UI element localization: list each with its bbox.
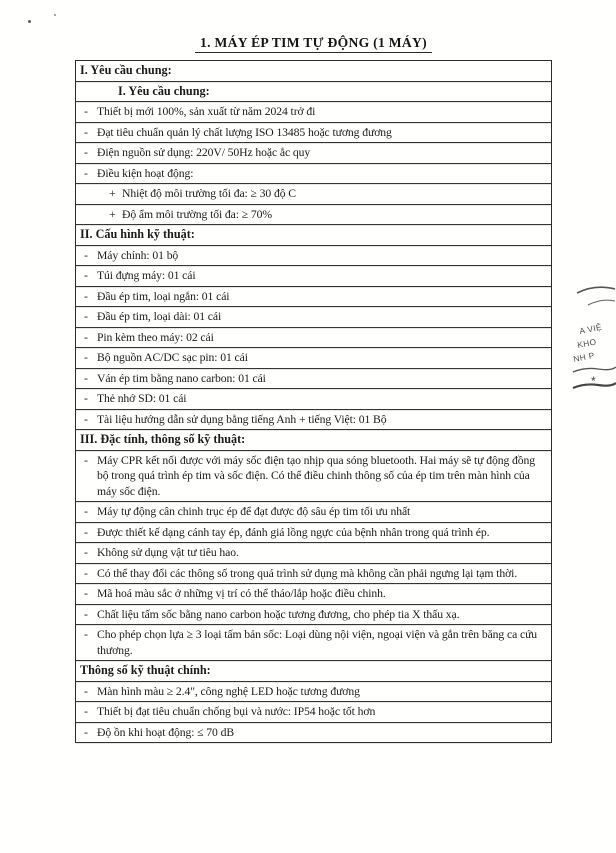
page-title xyxy=(75,35,552,53)
row-text: Pin kèm theo máy: 02 cái xyxy=(97,330,214,344)
bullet-prefix: - xyxy=(84,705,88,718)
bullet-prefix: - xyxy=(84,310,88,323)
bullet-prefix: - xyxy=(84,628,88,641)
table-row xyxy=(76,451,551,503)
row-text: Máy tự động cân chinh trục ép để đạt được độ sâu ép tim tối ưu nhất xyxy=(97,505,411,518)
bullet-prefix: - xyxy=(84,351,88,364)
row-text: Đạt tiêu chuẩn quản lý chất lượng ISO 13485 hoặc tương đương xyxy=(97,125,392,139)
row-text: Máy chính: 01 bộ xyxy=(97,248,179,262)
official-stamp xyxy=(571,282,616,396)
stamp-arc xyxy=(573,367,616,372)
row-text: Thẻ nhớ SD: 01 cái xyxy=(97,392,187,405)
bullet-prefix: - xyxy=(84,105,88,118)
scan-speck xyxy=(28,20,31,23)
scan-speck xyxy=(54,14,56,16)
stamp-arc xyxy=(573,383,616,388)
stamp-text: NH P xyxy=(572,350,596,364)
bullet-prefix: - xyxy=(84,725,88,739)
bullet-prefix: - xyxy=(84,125,88,139)
bullet-prefix: - xyxy=(84,392,88,405)
row-text: Nhiệt độ môi trường tối đa: ≥ 30 độ C xyxy=(122,187,296,200)
table-row xyxy=(76,123,551,144)
table-row xyxy=(76,246,551,267)
row-text: I. Yêu cầu chung: xyxy=(80,63,172,77)
spec-table xyxy=(75,60,552,743)
table-row xyxy=(76,184,551,205)
bullet-prefix: - xyxy=(84,453,88,467)
table-row xyxy=(76,102,551,123)
page-title-text: 1. MÁY ÉP TIM TỰ ĐỘNG (1 MÁY) xyxy=(195,35,432,53)
bullet-prefix: - xyxy=(84,248,88,262)
row-text: Không sử dụng vật tư tiêu hao. xyxy=(97,546,239,559)
bullet-prefix: - xyxy=(84,371,88,385)
table-row xyxy=(76,82,551,103)
table-row xyxy=(76,164,551,185)
row-text: Ván ép tim bằng nano carbon: 01 cái xyxy=(97,371,266,385)
stamp-text: KHO xyxy=(576,336,598,350)
row-text: Túi đựng máy: 01 cái xyxy=(97,269,196,282)
row-text: Độ ẩm môi trường tối đa: ≥ 70% xyxy=(122,207,272,221)
bullet-prefix: + xyxy=(109,207,116,221)
stamp-text: A VIỆ xyxy=(578,321,603,336)
table-row xyxy=(76,369,551,390)
row-text: Tài liệu hướng dẫn sử dụng bằng tiếng Anh + tiếng Việt: 01 Bộ xyxy=(97,412,387,426)
row-text: Điện nguồn sử dụng: 220V/ 50Hz hoặc ắc quy xyxy=(97,146,311,159)
table-row xyxy=(76,143,551,164)
row-text: Đầu ép tim, loại ngắn: 01 cái xyxy=(97,289,230,303)
table-row xyxy=(76,307,551,328)
bullet-prefix: - xyxy=(84,566,88,580)
row-text: Máy CPR kết nối được với máy sốc điện tạo nhịp qua sóng bluetooth. Hai máy sẽ tự động đồng bộ trong quá trình ép tim và sốc điện. Có thể điều chinh thông số của ép tim trên màn hình của máy sốc điện. xyxy=(97,453,536,498)
bullet-prefix: - xyxy=(84,525,88,539)
row-text: III. Đặc tính, thông số kỹ thuật: xyxy=(80,432,246,446)
table-row xyxy=(76,328,551,349)
table-row xyxy=(76,723,551,744)
bullet-prefix: - xyxy=(84,269,88,282)
table-row xyxy=(76,584,551,605)
stamp-star: * xyxy=(591,374,597,388)
table-row xyxy=(76,702,551,723)
table-row xyxy=(76,389,551,410)
row-text: Điều kiện hoạt động: xyxy=(97,166,194,180)
table-row xyxy=(76,564,551,585)
table-row xyxy=(76,266,551,287)
row-text: Thông số kỹ thuật chính: xyxy=(80,663,211,677)
table-row xyxy=(76,287,551,308)
row-text: Có thể thay đổi các thông số trong quá trình sử dụng mà không cần phải ngưng lại tạm thời. xyxy=(97,566,518,580)
bullet-prefix: - xyxy=(84,330,88,344)
bullet-prefix: - xyxy=(84,684,88,698)
row-text: Mã hoá màu sắc ở những vị trí có thể tháo/lắp hoặc điều chinh. xyxy=(97,587,386,600)
row-text: II. Cấu hình kỹ thuật: xyxy=(80,227,195,241)
table-row xyxy=(76,348,551,369)
row-text: Độ ồn khi hoạt động: ≤ 70 dB xyxy=(97,725,235,739)
row-text: Thiết bị mới 100%, sản xuất từ năm 2024 trở đi xyxy=(97,105,316,118)
table-row xyxy=(76,543,551,564)
bullet-prefix: - xyxy=(84,166,88,180)
row-text: Đầu ép tim, loại dài: 01 cái xyxy=(97,310,222,323)
table-row xyxy=(76,682,551,703)
table-row xyxy=(76,410,551,431)
row-text: Cho phép chọn lựa ≥ 3 loại tấm bản sốc: Loại dùng nội viện, ngoại viện và gắn trên băng ca cứu thương. xyxy=(97,628,538,657)
row-text: Chất liệu tấm sốc bằng nano carbon hoặc tương đương, cho phép tia X thấu xạ. xyxy=(97,607,460,621)
bullet-prefix: - xyxy=(84,505,88,518)
stamp-graphic xyxy=(571,282,616,396)
row-text: Màn hình màu ≥ 2.4", công nghệ LED hoặc tương đương xyxy=(97,684,360,698)
bullet-prefix: - xyxy=(84,412,88,426)
table-row xyxy=(76,225,551,246)
table-row xyxy=(76,61,551,82)
bullet-prefix: - xyxy=(84,546,88,559)
row-text: Được thiết kế dạng cánh tay ép, đánh giá lồng ngực của bệnh nhân trong quá trình ép. xyxy=(97,525,490,539)
row-text: Bộ nguồn AC/DC sạc pin: 01 cái xyxy=(97,351,248,364)
table-row xyxy=(76,502,551,523)
table-row xyxy=(76,605,551,626)
table-row xyxy=(76,625,551,661)
row-text: Thiết bị đạt tiêu chuẩn chống bụi và nước: IP54 hoặc tốt hơn xyxy=(97,705,376,718)
bullet-prefix: - xyxy=(84,587,88,600)
table-row xyxy=(76,430,551,451)
table-row xyxy=(76,523,551,544)
stamp-arc xyxy=(588,300,615,305)
bullet-prefix: - xyxy=(84,146,88,159)
bullet-prefix: - xyxy=(84,289,88,303)
bullet-prefix: + xyxy=(109,187,116,200)
table-row xyxy=(76,661,551,682)
bullet-prefix: - xyxy=(84,607,88,621)
table-row xyxy=(76,205,551,226)
stamp-arc xyxy=(577,287,615,293)
row-text: I. Yêu cầu chung: xyxy=(118,83,210,98)
